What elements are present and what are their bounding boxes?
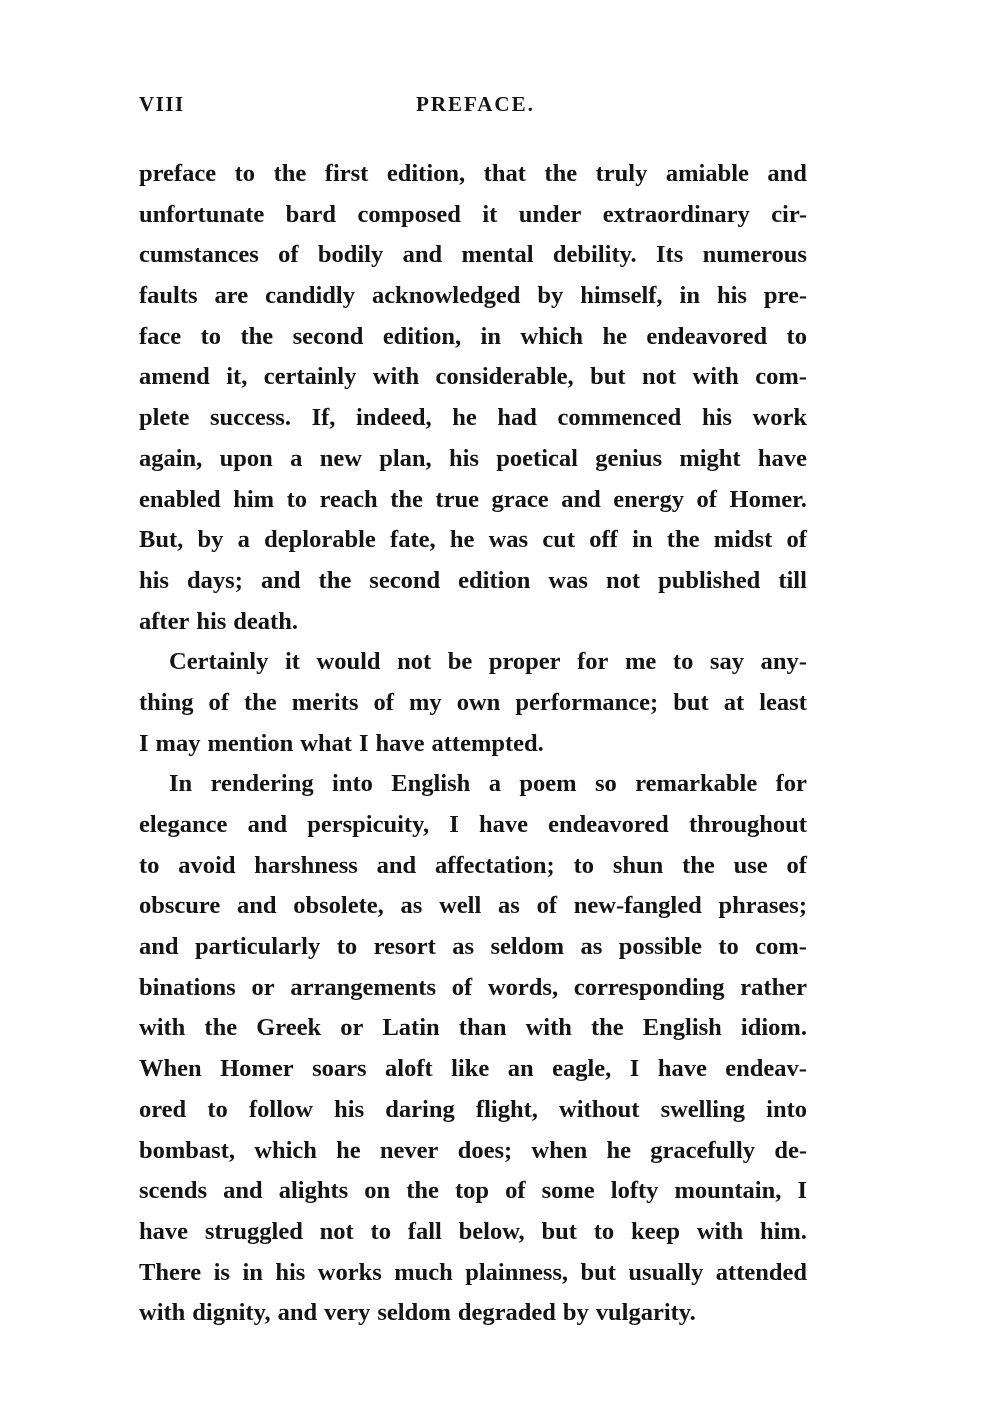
text-line: preface to the first edition, that the truly amiable and [139,160,807,187]
text-line: ored to follow his daring flight, without swelling into [139,1095,807,1123]
paragraph [139,154,807,642]
text-line: Certainly it would not be proper for me to say any- [169,648,807,676]
text-line: face to the second edition, in which he endeavored to [139,322,807,350]
text-line: faults are candidly acknowledged by himself, in his pre- [139,282,807,310]
running-title: PREFACE. [416,92,535,116]
text-line: I may mention what I have attempted. [139,729,544,757]
text-line: unfortunate bard composed it under extraordinary cir- [139,200,807,228]
text-line: elegance and perspicuity, I have endeavored throughout [139,811,807,838]
text-line: plete success. If, indeed, he had commenced his work [139,404,807,432]
text-line: to avoid harshness and affectation; to shun the use of [139,851,807,879]
text-line: cumstances of bodily and mental debility. Its numerous [139,241,807,269]
text-line: with dignity, and very seldom degraded by vulgarity. [139,1299,696,1327]
text-line: again, upon a new plan, his poetical genius might have [139,444,807,472]
text-line: amend it, certainly with considerable, but not with com- [139,363,807,391]
text-line: thing of the merits of my own performance; but at least [139,688,807,716]
book-page [139,88,807,1327]
text-line: have struggled not to fall below, but to keep with him. [139,1217,807,1245]
text-line: enabled him to reach the true grace and energy of Homer. [139,485,807,513]
text-line: There is in his works much plainness, but usually attended [139,1258,807,1286]
text-line: after his death. [139,607,298,635]
text-line: binations or arrangements of words, corresponding rather [139,973,807,1001]
text-line: his days; and the second edition was not published till [139,566,807,594]
text-line: When Homer soars aloft like an eagle, I have endeav- [139,1055,807,1083]
text-line: In rendering into English a poem so remarkable for [169,770,807,798]
text-line: bombast, which he never does; when he gracefully de- [139,1136,807,1164]
page-header [139,88,807,122]
paragraph [139,764,807,1334]
text-line: But, by a deplorable fate, he was cut off in the midst of [139,526,807,554]
page-number: VIII [139,92,185,116]
body-text [139,154,807,1334]
text-line: scends and alights on the top of some lofty mountain, I [139,1177,807,1205]
text-line: with the Greek or Latin than with the English idiom. [139,1014,807,1042]
paragraph [139,642,807,764]
text-line: and particularly to resort as seldom as possible to com- [139,933,807,961]
text-line: obscure and obsolete, as well as of new-fangled phrases; [139,892,807,920]
